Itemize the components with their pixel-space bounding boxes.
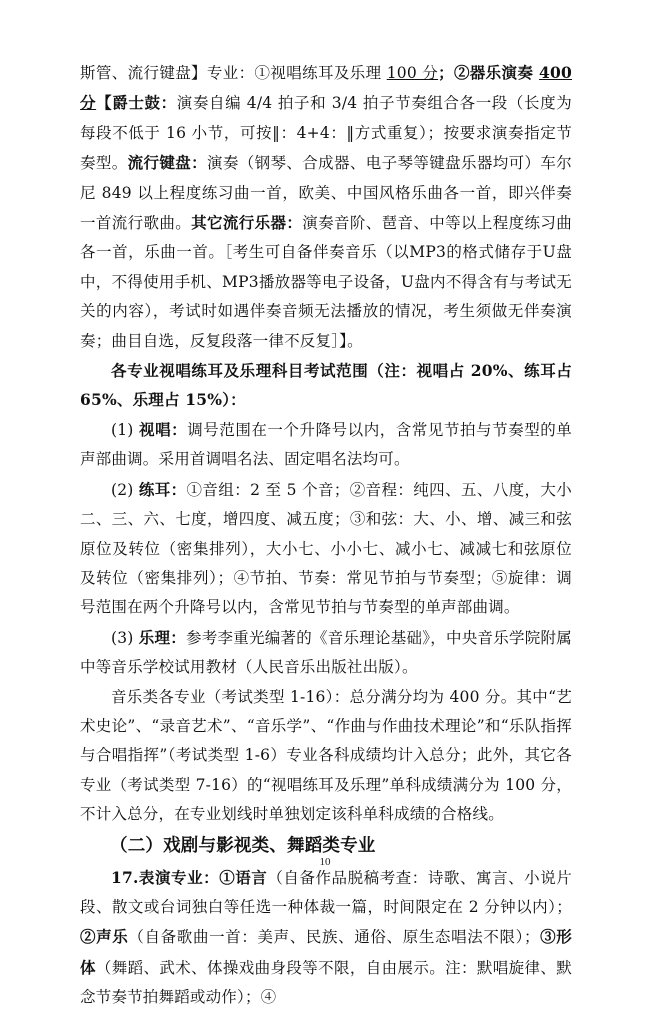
paragraph-performance [80, 863, 572, 1013]
text: （舞蹈、武术、体操戏曲身段等不限，自由展示。注：默唱旋律、默念节奏节拍舞蹈或动作）；④ [80, 958, 572, 1007]
label-body: ③形体 [80, 927, 572, 977]
label-vocal: ②声乐 [80, 927, 129, 947]
score-instrument: 400 分 [80, 63, 572, 113]
text: ①音组：2 至 5 个音；②音程：纯四、五、八度，大小二、三、六、七度，增四度、减五度；③和弦：大、小、增、减三和弦原位及转位（密集排列），大小七、小小七、减小七、减减七和弦原位及转位（密集排列）；④节拍、节奏：常见节拍与节奏型；⑤旋律：调号范围在两个升降号以内，含常见节拍与节奏型的单声部曲调。 [80, 480, 572, 617]
paragraph-sight-singing [80, 415, 572, 475]
paragraph-exam-scope: 各专业视唱练耳及乐理科目考试范围（注：视唱占 20%、练耳占 65%、乐理占 15%）： [80, 361, 572, 410]
paragraph-ear-training [80, 475, 572, 623]
text: 调号范围在一个升降号以内，含常见节拍与节奏型的单声部曲调。采用首调唱名法、固定唱名法均可。 [80, 420, 572, 469]
label-pop-keyboard: 流行键盘： [127, 153, 208, 173]
text-bold: ；②器乐演奏 [438, 63, 540, 82]
label-performance: 17.表演专业： [111, 867, 220, 887]
label-language: ①语言 [219, 867, 268, 887]
text: 斯管、流行键盘】专业：①视唱练耳及乐理 [80, 64, 387, 82]
page-content [80, 58, 572, 1013]
label-jazz-drum: 【爵士鼓： [96, 93, 177, 113]
page-number: 10 [319, 856, 331, 868]
label-music-theory: 乐理： [138, 627, 186, 647]
text: 演奏自编 4/4 拍子和 3/4 拍子节奏组合各一段（长度为每段不低于 16 小节，可按‖：4+4：‖方式重复）；按要求演奏指定节奏型。 [80, 94, 572, 173]
item-number: (2) [111, 480, 139, 499]
paragraph-jazz-pop [80, 58, 572, 356]
item-number: (3) [111, 628, 139, 647]
score-solfege: 100 分 [386, 64, 439, 82]
section-heading: （二）戏剧与影视类、舞蹈类专业 [110, 835, 376, 856]
paragraph-music-theory [80, 623, 572, 683]
label-sight-singing: 视唱： [139, 419, 188, 439]
label-ear-training: 练耳： [138, 479, 187, 499]
label-other-pop: 其它流行乐器： [191, 213, 303, 233]
text: 演奏音阶、琶音、中等以上程度练习曲各一首，乐曲一首。［考生可自备伴奏音乐（以MP3的格式储存于U盘中，不得使用手机、MP3播放器等电子设备，U盘内不得含有与考试无关的内容），考试时如遇伴奏音频无法播放的情况，考生须做无伴奏演奏；曲目自选，反复段落一律不反复］】。 [80, 214, 572, 350]
text: 参考李重光编著的《音乐理论基础》，中央音乐学院附属中等音乐学校试用教材（人民音乐出版社出版）。 [80, 628, 572, 677]
text: 演奏（钢琴、合成器、电子琴等键盘乐器均可）车尔尼 849 以上程度练习曲一首，欧美、中国风格乐曲各一首，即兴伴奏一首流行歌曲。 [80, 154, 572, 233]
item-number: (1) [111, 420, 140, 439]
paragraph-music-scoring: 音乐类各专业（考试类型 1-16）：总分满分均为 400 分。其中“艺术史论”、“录音艺术”、“音乐学”、“作曲与作曲技术理论”和“乐队指挥与合唱指挥”（考试类型 1-6）专业各科成绩均计入总分；此外，其它各专业（考试类型 7-16）的“视唱练耳及乐理”单科成绩满分为 100 分，不计入总分，在专业划线时单独划定该科单科成绩的合格线。 [80, 687, 572, 824]
text: （自备作品脱稿考查：诗歌、寓言、小说片段、散文或台词独白等任选一种体裁一篇，时间限定在 2 分钟以内）； [80, 868, 572, 916]
text: （自备歌曲一首：美声、民族、通俗、原生态唱法不限）； [128, 928, 540, 947]
